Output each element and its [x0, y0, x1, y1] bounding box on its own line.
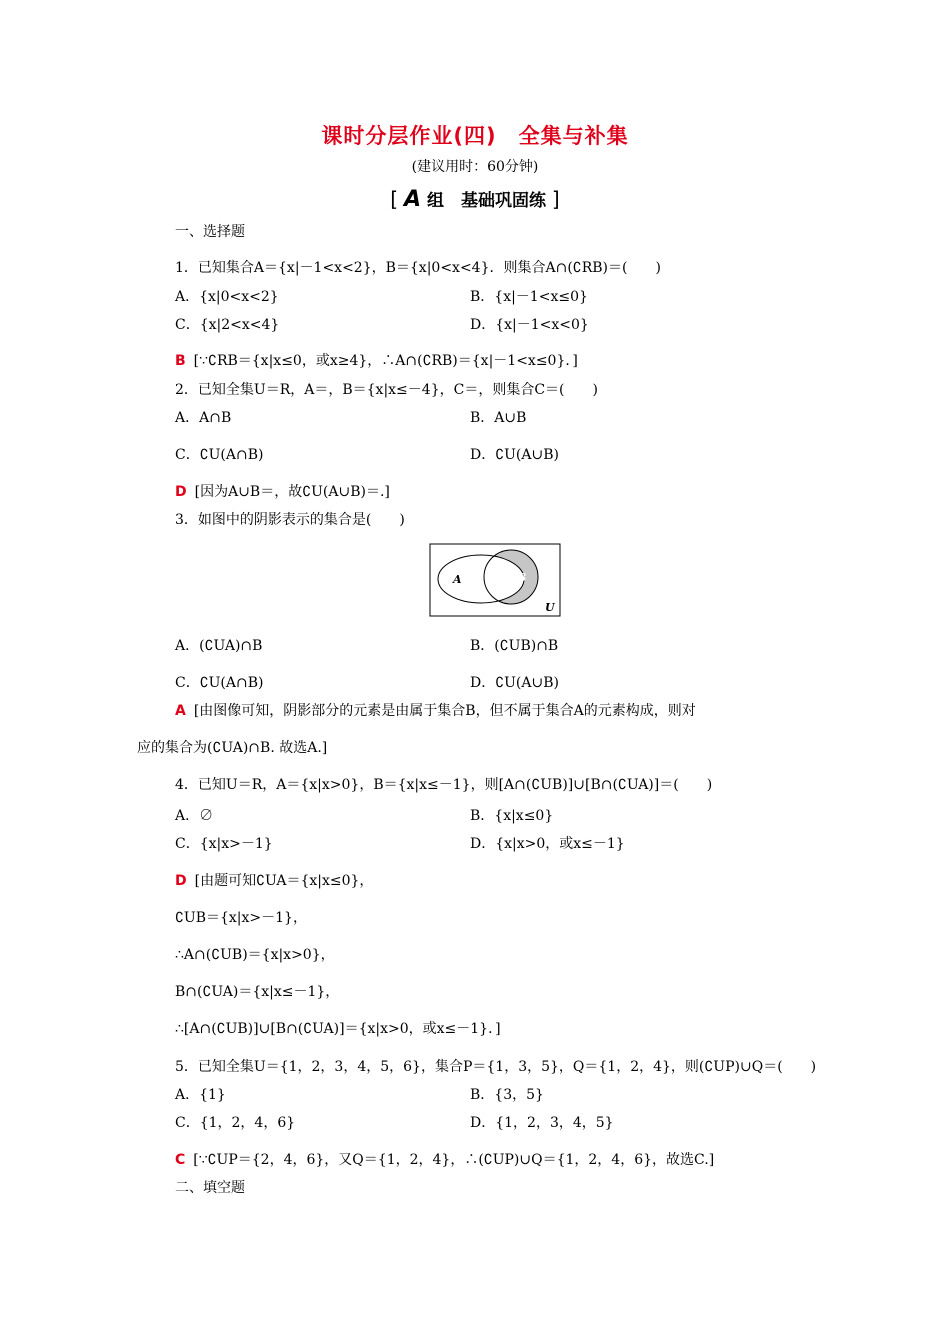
group-heading [0, 186, 950, 212]
question-line [470, 314, 589, 336]
line-text: C．∁U(A∩B) [175, 447, 264, 463]
line-text: 4．已知U＝R，A＝{x|x>0}，B＝{x|x≤－1}，则[A∩(∁UB)]∪[B∩(∁UA)]＝( ) [175, 777, 713, 793]
group-label: 组 基础巩固练 [426, 191, 546, 211]
question-line [470, 672, 559, 694]
line-text: B．A∪B [470, 410, 527, 426]
question-line [470, 805, 553, 827]
question-line [137, 737, 327, 759]
section-heading-fill: 二、填空题 [175, 1180, 245, 1196]
question-line [470, 1112, 614, 1134]
question-line [175, 774, 712, 796]
question-line [470, 1084, 544, 1106]
question-line [175, 907, 307, 929]
question-line [175, 444, 263, 466]
line-text: D．{x|x>0，或x≤－1} [470, 836, 625, 852]
line-text: 5．已知全集U＝{1，2，3，4，5，6}，集合P＝{1，3，5}，Q＝{1，2，4}，则(∁UP)∪Q＝( ) [175, 1059, 817, 1075]
answer-line [175, 481, 390, 503]
question-line [175, 672, 263, 694]
answer-letter: D [175, 873, 187, 889]
question-line [470, 833, 625, 855]
group-letter: A [404, 187, 422, 212]
answer-line [175, 350, 578, 372]
question-line [175, 314, 279, 336]
set-a-label: A [453, 573, 462, 586]
line-text: B．{x|x≤0} [470, 808, 554, 824]
question-line [470, 444, 559, 466]
answer-line [175, 700, 696, 722]
question-line [470, 635, 558, 657]
question-line [175, 1112, 295, 1134]
line-text: [∵∁UP＝{2，4，6}，又Q＝{1，2，4}，∴(∁UP)∪Q＝{1，2，4，6}，故选C.] [193, 1152, 715, 1168]
question-line [470, 286, 588, 308]
line-text: 1．已知集合A＝{x|－1<x<2}，B＝{x|0<x<4}．则集合A∩(∁RB)＝( ) [175, 260, 661, 276]
question-line [175, 379, 598, 401]
line-text: 应的集合为(∁UA)∩B. 故选A.] [137, 740, 328, 756]
question-line [175, 407, 231, 429]
answer-line [175, 1149, 714, 1171]
line-text: [因为A∪B＝，故∁U(A∪B)＝.] [194, 484, 390, 500]
question-line [175, 833, 273, 855]
line-text: [∵∁RB＝{x|x≤0，或x≥4}，∴A∩(∁RB)＝{x|－1<x≤0}．] [193, 353, 578, 369]
line-text: 2．已知全集U＝R，A＝，B＝{x|x≤－4}，C＝，则集合C＝( ) [175, 382, 598, 398]
line-text: B．(∁UB)∩B [470, 638, 559, 654]
universal-set-label: U [545, 601, 555, 614]
set-b-label: B [517, 571, 527, 584]
line-text: ∴[A∩(∁UB)]∪[B∩(∁UA)]＝{x|x>0，或x≤－1}．] [175, 1021, 501, 1037]
group-bracket-close: ] [551, 187, 560, 211]
question-line [175, 286, 279, 308]
line-text: A．{1} [175, 1087, 226, 1103]
question-line [175, 981, 339, 1003]
line-text: C．{x|x>－1} [175, 836, 273, 852]
question-line [175, 257, 661, 279]
answer-letter: A [175, 703, 186, 719]
line-text: [由题可知∁UA＝{x|x≤0}， [194, 873, 374, 889]
question-line [175, 509, 405, 531]
question-line [175, 1018, 501, 1040]
answer-letter: D [175, 484, 187, 500]
answer-letter: C [175, 1152, 186, 1168]
line-text: D．∁U(A∪B) [470, 447, 559, 463]
answer-line [175, 870, 373, 892]
section-heading-choice: 一、选择题 [175, 224, 245, 240]
line-text: C．∁U(A∩B) [175, 675, 264, 691]
question-line [470, 407, 526, 429]
line-text: ∁UB＝{x|x>－1}， [175, 910, 307, 926]
group-bracket-open: [ [390, 187, 399, 211]
line-text: D．∁U(A∪B) [470, 675, 559, 691]
line-text: A．(∁UA)∩B [175, 638, 263, 654]
line-text: B∩(∁UA)＝{x|x≤－1}， [175, 984, 340, 1000]
line-text: [由图像可知，阴影部分的元素是由属于集合B，但不属于集合A的元素构成，则对 [193, 703, 696, 719]
line-text: C．{x|2<x<4} [175, 317, 280, 333]
line-text: D．{x|－1<x<0} [470, 317, 589, 333]
line-text: B．{3，5} [470, 1087, 544, 1103]
line-text: D．{1，2，3，4，5} [470, 1115, 614, 1131]
page-title: 课时分层作业(四) 全集与补集 [321, 124, 629, 148]
line-text: ∴A∩(∁UB)＝{x|x>0}， [175, 947, 335, 963]
line-text: A．∅ [175, 808, 214, 824]
suggested-time: (建议用时：60分钟) [411, 159, 539, 175]
answer-letter: B [175, 353, 186, 369]
line-text: 3．如图中的阴影表示的集合是( ) [175, 512, 405, 528]
line-text: C．{1，2，4，6} [175, 1115, 296, 1131]
question-line [175, 944, 335, 966]
question-line [175, 1056, 816, 1078]
question-line [175, 635, 262, 657]
venn-diagram [429, 543, 561, 617]
question-line [175, 1084, 226, 1106]
question-line [175, 805, 213, 827]
line-text: B．{x|－1<x≤0} [470, 289, 588, 305]
line-text: A．{x|0<x<2} [175, 289, 279, 305]
line-text: A．A∩B [175, 410, 232, 426]
